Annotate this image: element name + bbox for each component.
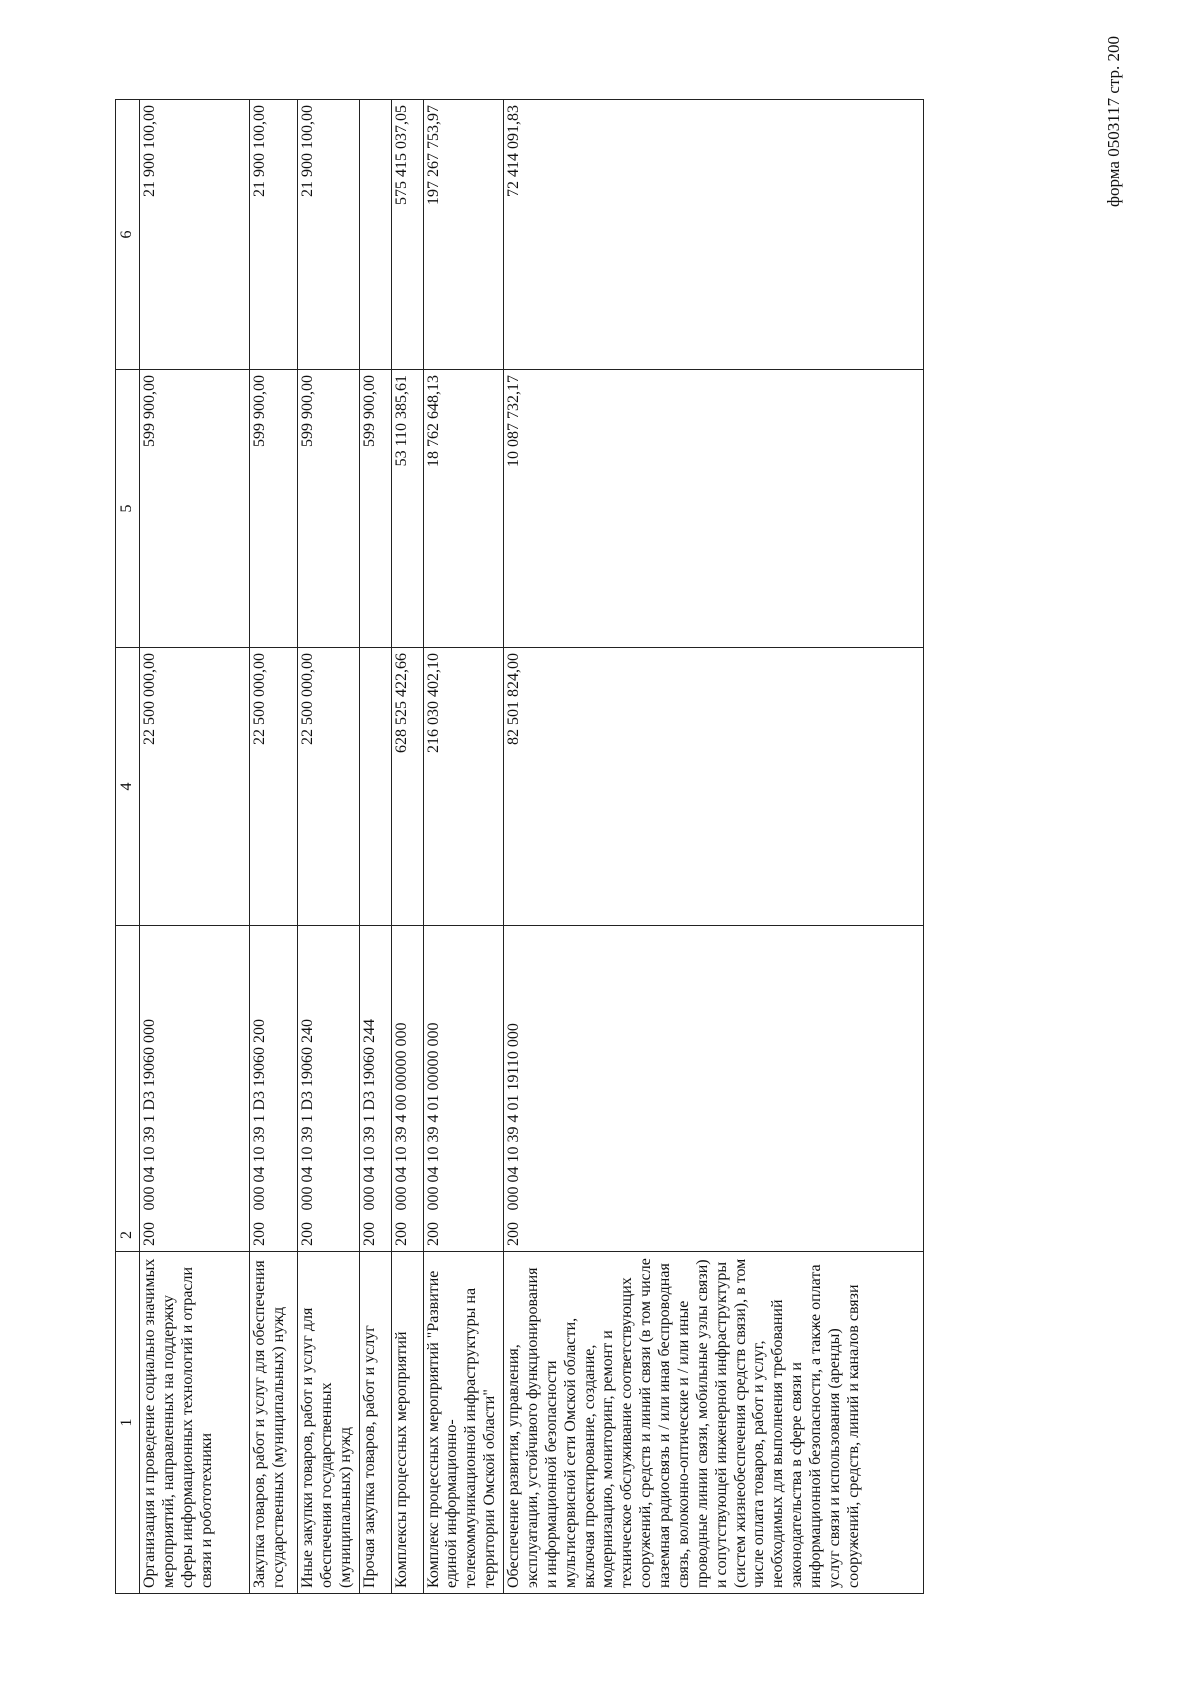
- row-approved-amount: 22 500 000,00: [297, 648, 359, 926]
- row-line-code: 200: [423, 1216, 504, 1252]
- row-line-code: 200: [504, 1216, 924, 1252]
- row-line-code: 200: [359, 1216, 391, 1252]
- row-budget-code: 000 04 10 39 4 01 00000 000: [423, 926, 504, 1216]
- budget-execution-table: [115, 99, 924, 1594]
- column-number-6: 6: [116, 100, 140, 370]
- row-approved-amount: 22 500 000,00: [249, 648, 297, 926]
- row-unexecuted-amount: 575 415 037,05: [391, 100, 423, 370]
- row-budget-code: 000 04 10 39 1 D3 19060 244: [359, 926, 391, 1216]
- row-unexecuted-amount: 72 414 091,83: [504, 100, 924, 370]
- table-row: [139, 100, 249, 1594]
- rotated-page-area: [115, 100, 995, 1594]
- row-unexecuted-amount: 21 900 100,00: [139, 100, 249, 370]
- table-row: [423, 100, 504, 1594]
- row-approved-amount: 82 501 824,00: [504, 648, 924, 926]
- row-budget-code: 000 04 10 39 1 D3 19060 000: [139, 926, 249, 1216]
- column-number-1: 1: [116, 1252, 140, 1594]
- row-budget-code: 000 04 10 39 1 D3 19060 240: [297, 926, 359, 1216]
- row-approved-amount: [359, 648, 391, 926]
- table-row: [297, 100, 359, 1594]
- column-number-2: 2: [116, 926, 140, 1252]
- row-approved-amount: 628 525 422,66: [391, 648, 423, 926]
- page-header-area: [1104, 36, 1124, 256]
- form-page-header: форма 0503117 стр. 200: [1104, 36, 1123, 207]
- row-executed-amount: 599 900,00: [359, 370, 391, 648]
- row-line-code: 200: [297, 1216, 359, 1252]
- row-description: Закупка товаров, работ и услуг для обеспечения государственных (муниципальных) нужд: [249, 1252, 297, 1594]
- row-budget-code: 000 04 10 39 1 D3 19060 200: [249, 926, 297, 1216]
- row-line-code: 200: [139, 1216, 249, 1252]
- row-description: Комплекс процессных мероприятий "Развитие единой информационно-телекоммуникационной инфраструктуры на территории Омской области": [423, 1252, 504, 1594]
- row-executed-amount: 599 900,00: [139, 370, 249, 648]
- row-description: Прочая закупка товаров, работ и услуг: [359, 1252, 391, 1594]
- row-unexecuted-amount: [359, 100, 391, 370]
- row-approved-amount: 216 030 402,10: [423, 648, 504, 926]
- row-executed-amount: 10 087 732,17: [504, 370, 924, 648]
- column-number-5: 5: [116, 370, 140, 648]
- row-budget-code: 000 04 10 39 4 00 00000 000: [391, 926, 423, 1216]
- row-executed-amount: 53 110 385,61: [391, 370, 423, 648]
- table-row: [249, 100, 297, 1594]
- row-unexecuted-amount: 21 900 100,00: [249, 100, 297, 370]
- row-line-code: 200: [391, 1216, 423, 1252]
- row-unexecuted-amount: 197 267 753,97: [423, 100, 504, 370]
- row-description: Иные закупки товаров, работ и услуг для обеспечения государственных (муниципальных) нужд: [297, 1252, 359, 1594]
- row-description: Организация и проведение социально значимых мероприятий, направленных на поддержку сферы информационных технологий и отрасли связи и робототехники: [139, 1252, 249, 1594]
- row-executed-amount: 599 900,00: [249, 370, 297, 648]
- column-number-4: 4: [116, 648, 140, 926]
- row-description: Комплексы процессных мероприятий: [391, 1252, 423, 1594]
- row-executed-amount: 599 900,00: [297, 370, 359, 648]
- table-row: [359, 100, 391, 1594]
- table-container: [115, 100, 995, 1594]
- row-approved-amount: 22 500 000,00: [139, 648, 249, 926]
- table-row: [391, 100, 423, 1594]
- table-row: [504, 100, 924, 1594]
- column-number-row: [116, 100, 140, 1594]
- row-description: Обеспечение развития, управления, эксплуатации, устойчивого функционирования и информационной безопасности мультисервисной сети Омской области, включая проектирование, создание, модернизацию, мониторинг, ремонт и техническое обслуживание соответствующих сооружений, средств и линий связи (в том числе наземная радиосвязь и / или иная беспроводная связь, волоконно-оптические и / или иные проводные линии связи, мобильные узлы связи) и сопутствующей инженерной инфраструктуры (систем жизнеобеспечения средств связи), в том числе оплата товаров, работ и услуг, необходимых для выполнения требований законодательства в сфере связи и информационной безопасности, а также оплата услуг связи и использования (аренды) сооружений, средств, линий и каналов связи: [504, 1252, 924, 1594]
- row-line-code: 200: [249, 1216, 297, 1252]
- row-executed-amount: 18 762 648,13: [423, 370, 504, 648]
- row-unexecuted-amount: 21 900 100,00: [297, 100, 359, 370]
- row-budget-code: 000 04 10 39 4 01 19110 000: [504, 926, 924, 1216]
